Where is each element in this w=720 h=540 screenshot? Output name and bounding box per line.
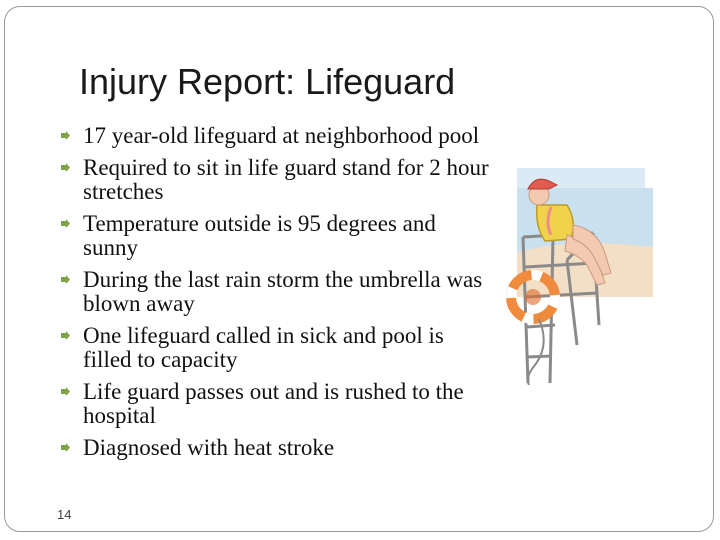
hand-pointer-icon — [60, 442, 71, 453]
bullet-item — [60, 124, 490, 148]
hand-pointer-icon — [60, 386, 71, 397]
slide-title: Injury Report: Lifeguard — [79, 61, 456, 102]
bullet-text: Life guard passes out and is rushed to the hospital — [83, 379, 464, 428]
bullet-text: One lifeguard called in sick and pool is filled to capacity — [83, 323, 444, 372]
bullet-list — [60, 124, 490, 468]
bullet-item — [60, 324, 490, 372]
bullet-item — [60, 380, 490, 428]
hand-pointer-icon — [60, 330, 71, 341]
bullet-item — [60, 436, 490, 460]
bullet-text: Required to sit in life guard stand for 2 hour stretches — [83, 155, 489, 204]
bullet-text: Temperature outside is 95 degrees and sunny — [83, 211, 436, 260]
lifeguard-chair-illustration — [495, 165, 655, 385]
bullet-text: During the last rain storm the umbrella was blown away — [83, 267, 483, 316]
bullet-item — [60, 156, 490, 204]
hand-pointer-icon — [60, 218, 71, 229]
bullet-text: Diagnosed with heat stroke — [83, 435, 335, 460]
bullet-text: 17 year-old lifeguard at neighborhood pool — [83, 123, 480, 148]
bullet-item — [60, 268, 490, 316]
hand-pointer-icon — [60, 130, 71, 141]
hand-pointer-icon — [60, 162, 71, 173]
bullet-item — [60, 212, 490, 260]
hand-pointer-icon — [60, 274, 71, 285]
page-number: 14 — [57, 507, 72, 522]
